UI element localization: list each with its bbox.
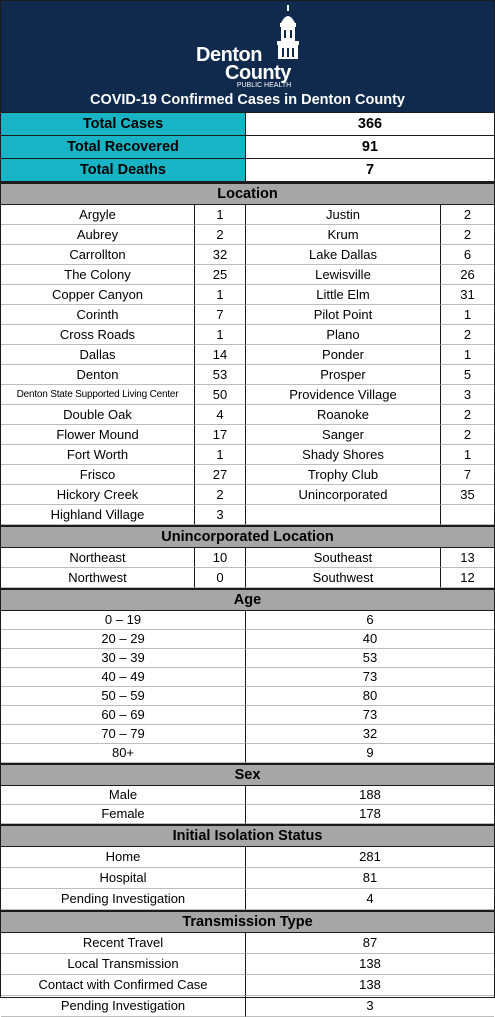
table-cell: 32 — [195, 245, 246, 265]
total-cases-label: Total Cases — [1, 112, 246, 136]
table-cell: 7 — [195, 305, 246, 325]
table-cell: 1 — [195, 205, 246, 225]
table-cell: Frisco — [1, 465, 195, 485]
table-cell: Corinth — [1, 305, 195, 325]
table-cell: 50 — [195, 385, 246, 405]
location-section-header: Location — [1, 182, 494, 205]
table-cell: 281 — [246, 847, 494, 868]
table-cell: 1 — [195, 325, 246, 345]
table-cell: Local Transmission — [1, 954, 246, 975]
total-deaths-value: 7 — [246, 159, 494, 182]
table-cell: 50 – 59 — [1, 687, 246, 706]
age-table — [1, 611, 494, 763]
table-cell: Little Elm — [246, 285, 441, 305]
table-cell: 5 — [441, 365, 494, 385]
courthouse-dome-icon — [271, 5, 305, 63]
table-cell: 2 — [441, 405, 494, 425]
table-cell: Justin — [246, 205, 441, 225]
transmission-section-header: Transmission Type — [1, 910, 494, 933]
sex-section-header: Sex — [1, 763, 494, 786]
table-cell: Trophy Club — [246, 465, 441, 485]
table-cell: 30 – 39 — [1, 649, 246, 668]
table-cell: 7 — [441, 465, 494, 485]
isolation-section-header: Initial Isolation Status — [1, 824, 494, 847]
table-cell: 53 — [246, 649, 494, 668]
table-cell: 3 — [195, 505, 246, 525]
total-cases-value: 366 — [246, 112, 494, 136]
table-cell: 25 — [195, 265, 246, 285]
table-cell: Plano — [246, 325, 441, 345]
table-cell: 40 – 49 — [1, 668, 246, 687]
total-deaths-label: Total Deaths — [1, 159, 246, 182]
sex-table — [1, 786, 494, 824]
table-cell: 4 — [246, 889, 494, 910]
table-cell: 32 — [246, 725, 494, 744]
report-header — [1, 1, 494, 112]
report-title: COVID-19 Confirmed Cases in Denton County — [89, 92, 405, 108]
table-cell: Hickory Creek — [1, 485, 195, 505]
table-cell: Prosper — [246, 365, 441, 385]
table-cell: Providence Village — [246, 385, 441, 405]
table-cell: 4 — [195, 405, 246, 425]
table-cell: Highland Village — [1, 505, 195, 525]
table-cell: 2 — [195, 485, 246, 505]
total-recovered-label: Total Recovered — [1, 136, 246, 159]
table-cell: 3 — [441, 385, 494, 405]
table-cell: 2 — [441, 425, 494, 445]
table-cell: 60 – 69 — [1, 706, 246, 725]
table-cell: Argyle — [1, 205, 195, 225]
table-cell: 14 — [195, 345, 246, 365]
table-cell: 138 — [246, 954, 494, 975]
table-cell: Northwest — [1, 568, 195, 588]
table-cell: Pilot Point — [246, 305, 441, 325]
table-cell — [441, 505, 494, 525]
table-cell: 31 — [441, 285, 494, 305]
table-cell: 73 — [246, 706, 494, 725]
table-cell: Copper Canyon — [1, 285, 195, 305]
table-cell: 81 — [246, 868, 494, 889]
table-cell: 13 — [441, 548, 494, 568]
table-cell: 26 — [441, 265, 494, 285]
table-cell: 138 — [246, 975, 494, 996]
table-cell: 80+ — [1, 744, 246, 763]
table-cell: Ponder — [246, 345, 441, 365]
table-cell: 12 — [441, 568, 494, 588]
table-cell: Recent Travel — [1, 933, 246, 954]
table-cell: Double Oak — [1, 405, 195, 425]
table-cell: Hospital — [1, 868, 246, 889]
table-cell: 0 – 19 — [1, 611, 246, 630]
table-cell: 80 — [246, 687, 494, 706]
table-cell: Aubrey — [1, 225, 195, 245]
logo-text-public-health: PUBLIC HEALTH — [236, 82, 292, 89]
table-cell: 1 — [195, 445, 246, 465]
table-cell: Contact with Confirmed Case — [1, 975, 246, 996]
logo-text-county: County — [225, 62, 291, 84]
table-cell: 87 — [246, 933, 494, 954]
table-cell: Denton — [1, 365, 195, 385]
transmission-table — [1, 933, 494, 1017]
table-cell: Cross Roads — [1, 325, 195, 345]
table-cell: 27 — [195, 465, 246, 485]
table-cell: Home — [1, 847, 246, 868]
table-cell: Flower Mound — [1, 425, 195, 445]
table-cell: Denton State Supported Living Center — [1, 385, 195, 405]
table-cell: Carrollton — [1, 245, 195, 265]
table-cell: 2 — [441, 225, 494, 245]
table-cell: 73 — [246, 668, 494, 687]
denton-county-logo — [1, 5, 494, 87]
table-cell: Sanger — [246, 425, 441, 445]
table-cell: 6 — [441, 245, 494, 265]
totals-table — [1, 112, 494, 182]
table-cell: 40 — [246, 630, 494, 649]
table-cell: 17 — [195, 425, 246, 445]
table-cell: 53 — [195, 365, 246, 385]
table-cell: 6 — [246, 611, 494, 630]
age-section-header: Age — [1, 588, 494, 611]
table-cell: Dallas — [1, 345, 195, 365]
unincorporated-table — [1, 548, 494, 588]
table-cell: Unincorporated — [246, 485, 441, 505]
table-cell: Northeast — [1, 548, 195, 568]
table-cell: 10 — [195, 548, 246, 568]
table-cell: The Colony — [1, 265, 195, 285]
table-cell: Southeast — [246, 548, 441, 568]
table-cell: Lake Dallas — [246, 245, 441, 265]
isolation-table — [1, 847, 494, 910]
table-cell: Pending Investigation — [1, 996, 246, 1017]
table-cell: 1 — [441, 445, 494, 465]
table-cell: 9 — [246, 744, 494, 763]
table-cell: 70 – 79 — [1, 725, 246, 744]
table-cell: Male — [1, 786, 246, 805]
table-cell: 20 – 29 — [1, 630, 246, 649]
table-cell: 1 — [441, 345, 494, 365]
table-cell: Southwest — [246, 568, 441, 588]
table-cell: Roanoke — [246, 405, 441, 425]
table-cell: 188 — [246, 786, 494, 805]
location-table — [1, 205, 494, 525]
table-cell: 0 — [195, 568, 246, 588]
table-cell: Fort Worth — [1, 445, 195, 465]
table-cell: 35 — [441, 485, 494, 505]
table-cell: 1 — [441, 305, 494, 325]
table-cell: Lewisville — [246, 265, 441, 285]
table-cell: 2 — [195, 225, 246, 245]
table-cell: Female — [1, 805, 246, 824]
table-cell: Shady Shores — [246, 445, 441, 465]
logo-text-denton: Denton — [196, 44, 262, 66]
table-cell: Pending Investigation — [1, 889, 246, 910]
table-cell: 1 — [195, 285, 246, 305]
table-cell — [246, 505, 441, 525]
unincorporated-section-header: Unincorporated Location — [1, 525, 494, 548]
table-cell: 2 — [441, 325, 494, 345]
table-cell: 178 — [246, 805, 494, 824]
table-cell: Krum — [246, 225, 441, 245]
total-recovered-value: 91 — [246, 136, 494, 159]
table-cell: 3 — [246, 996, 494, 1017]
table-cell: 2 — [441, 205, 494, 225]
